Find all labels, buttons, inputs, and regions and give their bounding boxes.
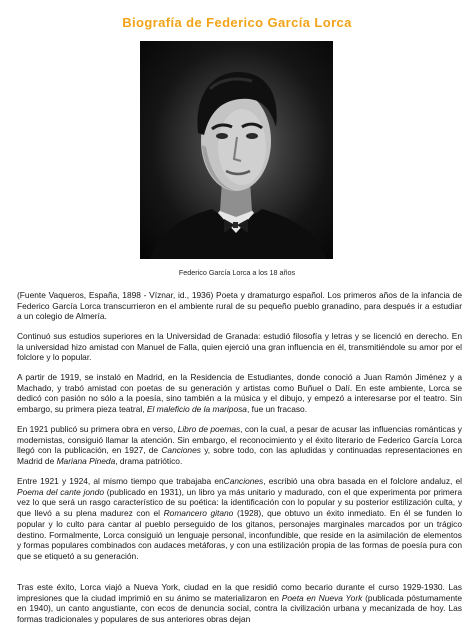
paragraph-3: A partir de 1919, se instaló en Madrid, en la Residencia de Estudiantes, donde conoció a Juan Ramón Jiménez y a Machado, y trabó amistad con poetas de su generación y artistas como Buñuel o Dalí. En este ambiente, Lorca se dedicó con pasión no sólo a la poesía, sino también a la música y el dibujo, y empezó a interesarse por el teatro. Sin embargo, su primera pieza teatral, El maleficio de la mariposa, fue un fracaso. [17,372,462,415]
work-title: Libro de poemas [177,424,241,434]
work-title: Canciones [223,476,264,486]
work-title: Canciones [161,445,201,456]
work-title: Poeta en Nueva York [281,592,363,603]
paragraph-4: En 1921 publicó su primera obra en verso, Libro de poemas, con la cual, a pesar de acusar las influencias románticas y modernistas, consiguió llamar la atención. Sin embargo, el reconocimiento y el éxito literario de Federico García Lorca llegó con la publicación, en 1927, de Canciones y, sobre todo, con las apludidas y continuadas representaciones en Madrid de Mariana Pineda, drama patriótico. [17,424,462,467]
portrait-illustration [140,41,333,259]
paragraph-1: (Fuente Vaqueros, España, 1898 - Víznar, id., 1936) Poeta y dramaturgo español. Los primeros años de la infancia de Federico García Lorca transcurrieron en el ambiente rural de su pequeño pueblo granadino, para después ir a estudiar a un colegio de Almería. [17,290,462,322]
paragraph-5: Entre 1921 y 1924, al mismo tiempo que trabajaba enCanciones, escribió una obra basada en el folclore andaluz, el Poema del cante jondo (publicado en 1931), un libro ya más unitario y madurado, con el que experimenta por primera vez lo que será un rasgo característico de su poética: la identificación con lo popular y su posterior estilización culta, y que llevó a su plena madurez con el Romancero gitano (1928), que obtuvo un éxito inmediato. En él se funden lo popular y lo culto para cantar al pueblo perseguido de los gitanos, personajes marginales marcados por un trágico destino. Formalmente, Lorca consiguió un lenguaje personal, inconfundible, que reside en la asimilación de elementos y formas populares combinados con audaces metáforas, y con una estilización propia de las formas de poesía pura con que se etiquetó a su generación. [17,476,463,561]
work-title: Mariana Pineda [56,456,116,467]
portrait-photo [140,41,333,259]
photo-caption: Federico García Lorca a los 18 años [178,268,296,277]
paragraph-6: Tras este éxito, Lorca viajó a Nueva York, ciudad en la que residió como becario durante el curso 1929-1930. Las impresiones que la ciudad imprimió en su ánimo se materializaron en Poeta en Nueva York (publicada póstumamente en 1940), un canto angustiante, con ecos de denuncia social, contra la civilización urbana y mecanizada de hoy. Las formas tradicionales y populares de sus anteriores obras dejan [17,582,462,625]
work-title: El maleficio de la mariposa [146,404,247,415]
paragraph-2: Continuó sus estudios superiores en la Universidad de Granada: estudió filosofía y letras y se licenció en derecho. En la universidad hizo amistad con Manuel de Falla, quien ejerció una gran influencia en él, transmitiéndole su amor por el folclore y lo popular. [17,331,462,363]
work-title: Romancero gitano [163,508,234,519]
work-title: Poema del cante jondo [17,486,104,497]
page-title: Biografía de Federico García Lorca [122,15,352,30]
